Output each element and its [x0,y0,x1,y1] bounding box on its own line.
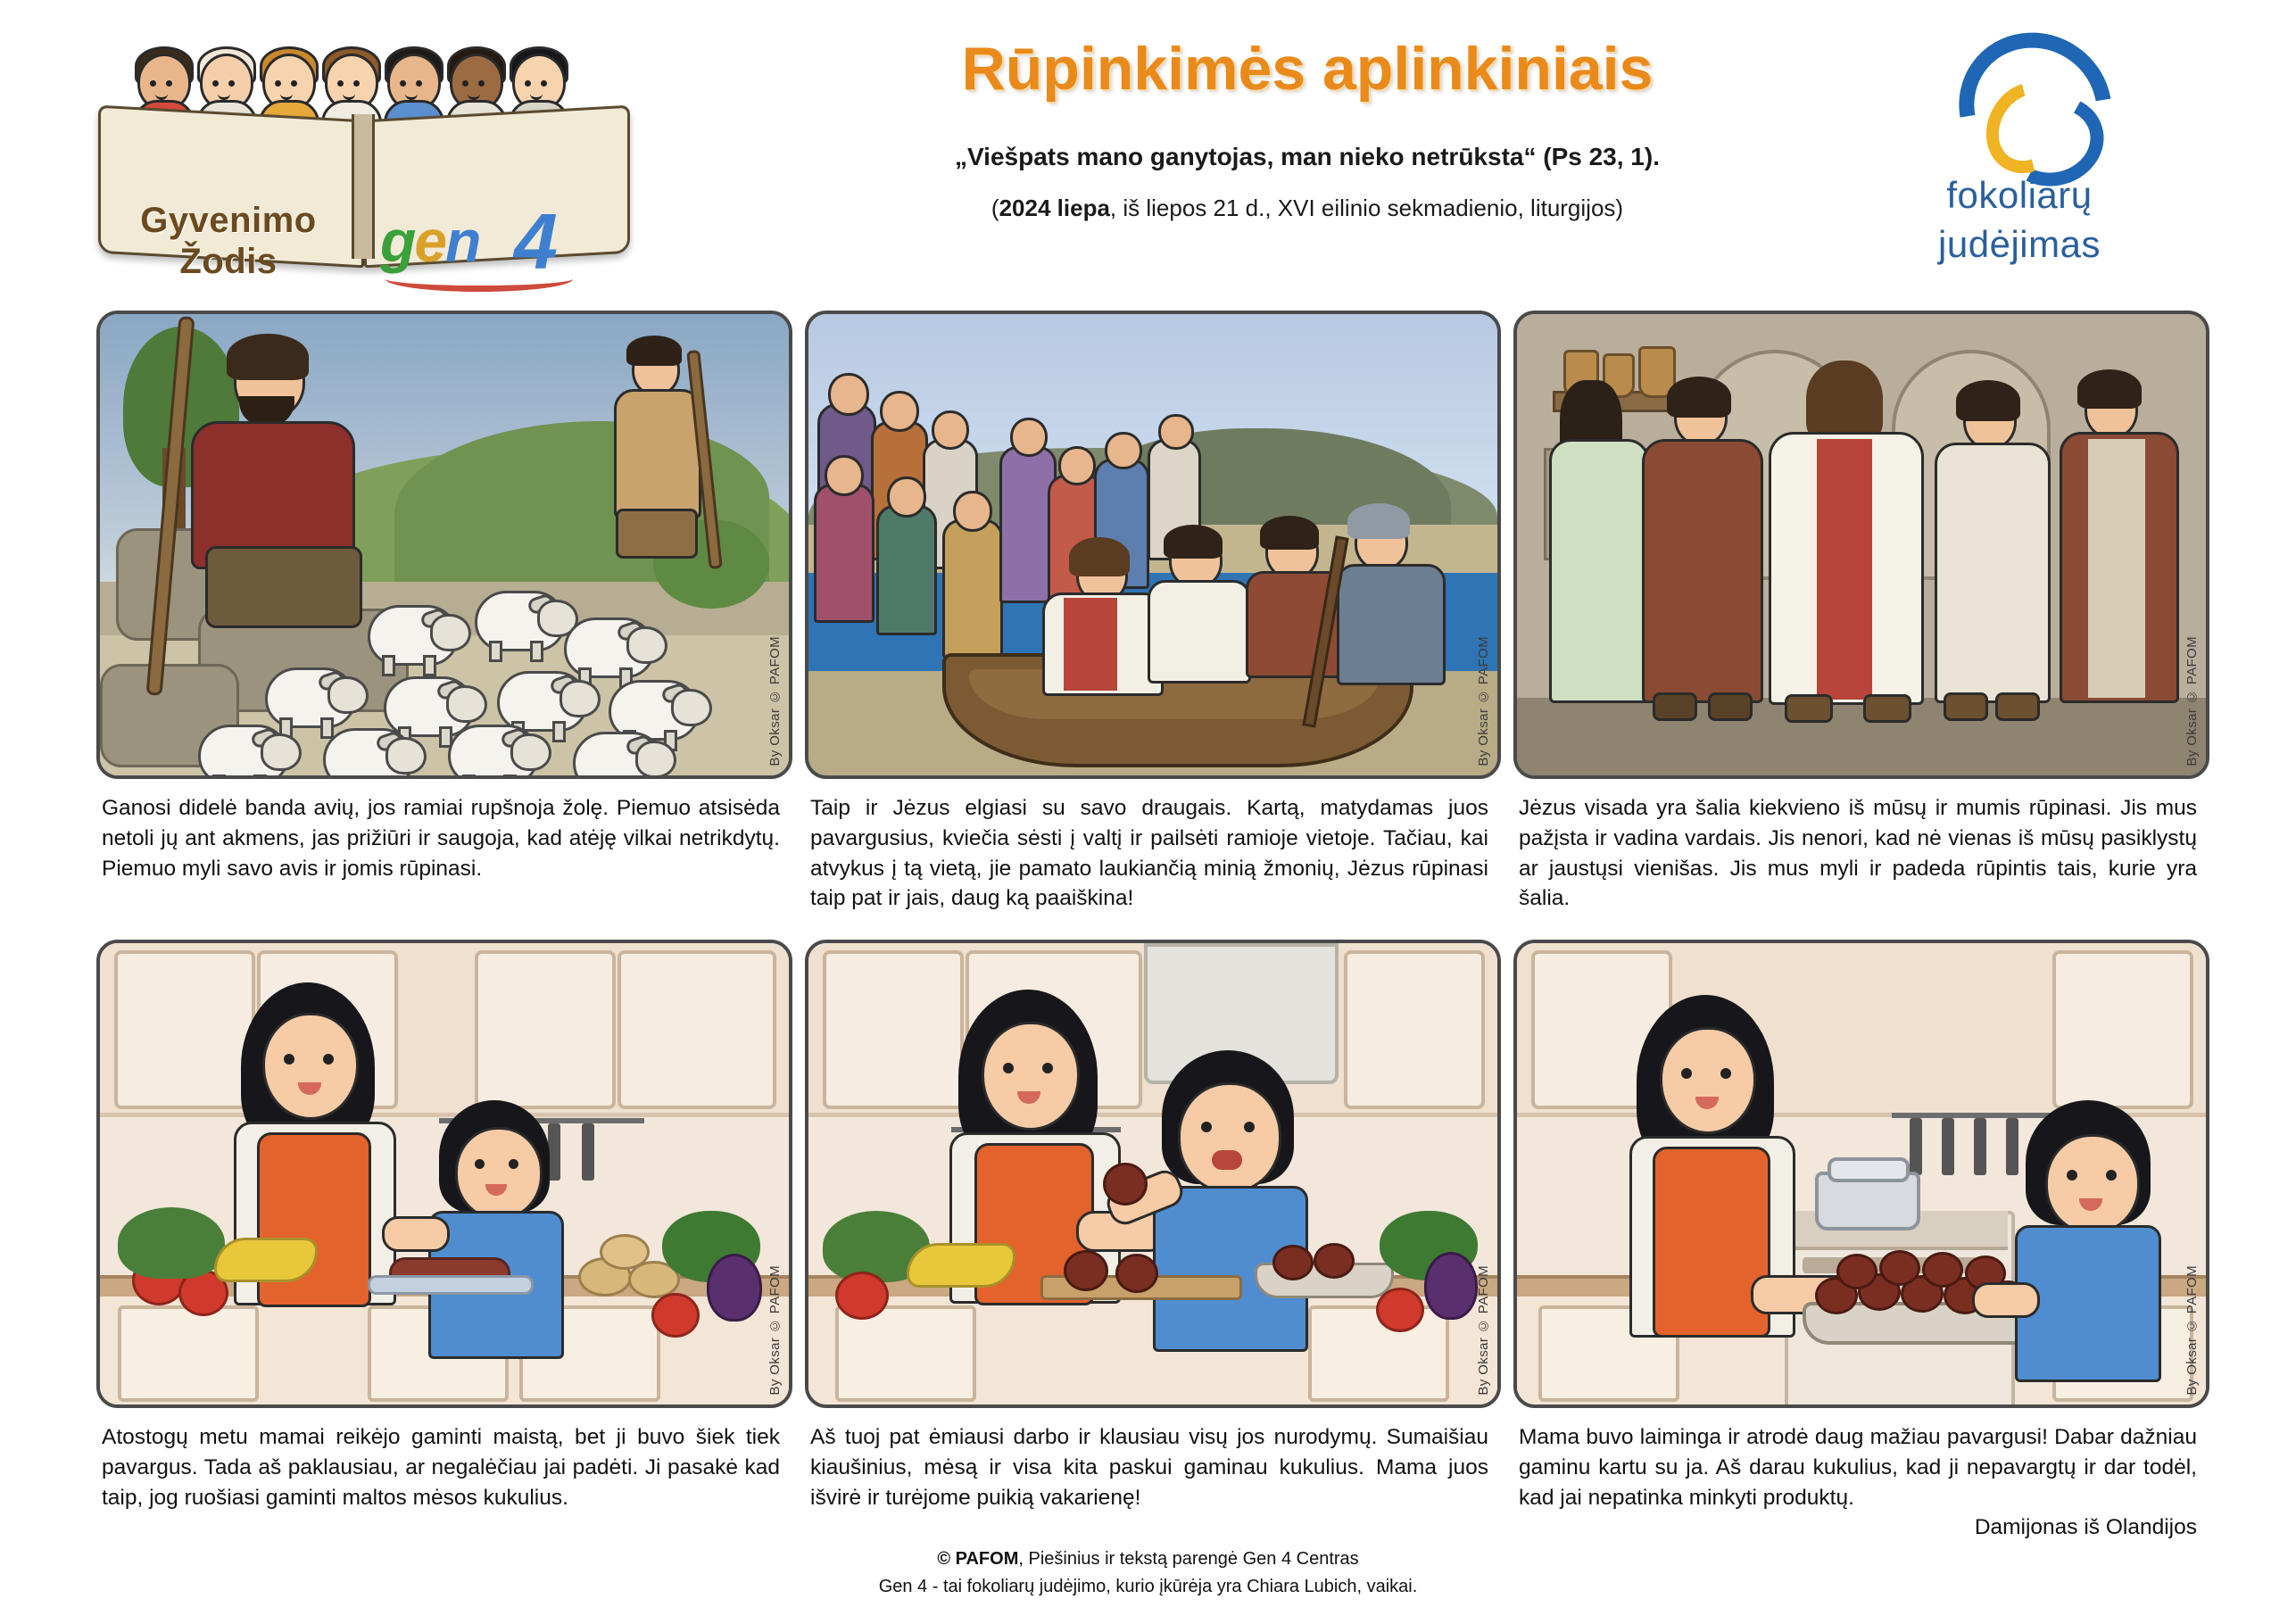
comic-cell-6 [1513,940,2202,1556]
footer-line1-rest: , Piešinius ir tekstą parengė Gen 4 Centras [1018,1549,1359,1569]
book-title-line2: Žodis [179,242,278,281]
panel-credit: By Oksar © PAFOM [2184,636,2200,766]
book-title [114,200,343,282]
comic-cell-5 [805,940,1494,1556]
comic-cell-2 [805,311,1494,927]
comic-cell-3 [1513,311,2202,927]
open-book-icon [96,107,632,286]
sheep [368,598,468,667]
book-spine [352,114,375,259]
potato [600,1234,650,1270]
eggplant [1424,1252,1478,1320]
gen4-logo [380,197,612,300]
footer-line-1 [0,1545,2296,1573]
page-header [0,0,2296,294]
gen4-wordmark [380,207,479,275]
dateline-rest: , iš liepos 21 d., XVI eilinio sekmadienio, liturgijos) [1109,195,1624,221]
panel-credit: By Oksar © PAFOM [1476,1265,1491,1396]
panel-caption: Taip ir Jėzus elgiasi su savo draugais. Kartą, matydamas juos pavargusius, kviečia sėsti į valtį ir pailsėti ramioje vietoje. Tačiau, kai atvykus į tą vietą, jie pamato laukiančią minią žmonių, Jėzus rūpinasi taip pat ir jais, daug ką paaiškina! [810,796,1488,911]
comic-grid [96,311,2202,1569]
gen4-letter-e: e [414,208,446,274]
panel-caption: Aš tuoj pat ėmiausi darbo ir klausiau visų jos nurodymų. Sumaišiau kiaušinius, mėsą ir visa kita paskui gaminau kukulius. Mama juos išvirė ir turėjome puikią vakarienę! [810,1425,1488,1510]
dateline [803,195,1811,222]
title-block [803,34,1811,222]
dateline-prefix: ( [991,195,999,221]
panel-3-image [1513,311,2209,779]
sheep [323,721,423,779]
gen4-letter-g: g [380,208,415,274]
panel-caption [1513,1408,2202,1556]
gyvenimo-zodis-logo [96,25,632,284]
fokoliarai-mark-icon [1935,34,2104,159]
panel-4-image [96,940,792,1408]
panel-caption-text: Mama buvo laiminga ir atrodė daug mažiau pavargusi! Dabar dažniau gaminu kartu su ja. Aš darau kukulius, kad ji nepavargtų ir dar todėl, kad jai nepatinka minkyti produktų. [1519,1425,2197,1510]
panel-credit: By Oksar © PAFOM [1476,636,1491,766]
scripture-verse: „Viešpats mano ganytojas, man nieko netrūksta“ (Ps 23, 1). [955,143,1660,170]
book-title-line1: Gyvenimo [140,201,317,240]
panel-caption: Jėzus visada yra šalia kiekvieno iš mūsų ir mumis rūpinasi. Jis mus pažįsta ir vadina vardais. Jis nenori, kad nė vienas iš mūsų pasiklystų ar jaustųsi vienišas. Jis mus myli ir padeda rūpintis tais, kurie yra šalia. [1519,796,2197,911]
tomato [651,1293,700,1338]
sheep [448,717,548,779]
sheep [198,717,298,779]
sheep [475,584,575,653]
eggplant [707,1254,762,1322]
tomato [835,1272,889,1320]
panel-5-image [805,940,1501,1408]
panel-2-image [805,311,1501,779]
panel-credit: By Oksar © PAFOM [767,636,783,766]
panel-credit: By Oksar © PAFOM [2184,1265,2200,1396]
comic-cell-1 [96,311,785,927]
fokoliarai-name-line1: fokoliarų [1946,174,2093,216]
gen4-numeral: 4 [514,197,558,286]
fokoliarai-logo [1841,34,2198,269]
footer-line-2: Gen 4 - tai fokoliarų judėjimo, kurio įkūrėja yra Chiara Lubich, vaikai. [878,1577,1418,1596]
page-footer [0,1545,2296,1601]
panel-credit: By Oksar © PAFOM [767,1265,783,1396]
fokoliarai-name [1841,171,2198,269]
gen4-letter-n: n [445,208,480,274]
tomato [1376,1288,1424,1332]
dateline-month: 2024 liepa [999,195,1110,221]
panel-6-image [1513,940,2209,1408]
sheep [573,725,673,779]
fokoliarai-name-line2: judėjimas [1938,222,2101,265]
comic-cell-4 [96,940,785,1556]
panel-caption: Atostogų metu mamai reikėjo gaminti maistą, bet ji buvo šiek tiek pavargus. Tada aš paklausiau, ar negalėčiau jai padėti. Ji pasakė kad taip, jog ruošiasi gaminti maltos mėsos kukulius. [102,1425,780,1510]
footer-copyright: © PAFOM [937,1549,1019,1569]
panel-1-image [96,311,792,779]
gen4-swoosh-icon [385,266,573,292]
comic-row-2 [96,940,2202,1556]
comic-row-1 [96,311,2202,927]
page-title: Rūpinkimės aplinkiniais [961,35,1654,103]
panel-caption: Ganosi didelė banda avių, jos ramiai rupšnoja žolę. Piemuo atsisėda netoli jų ant akmens, jas prižiūri ir saugoja, kad atėję vilkai netrikdytų. Piemuo myli savo avis ir jomis rūpinasi. [102,796,780,881]
story-signature: Damijonas iš Olandijos [1974,1515,2197,1540]
